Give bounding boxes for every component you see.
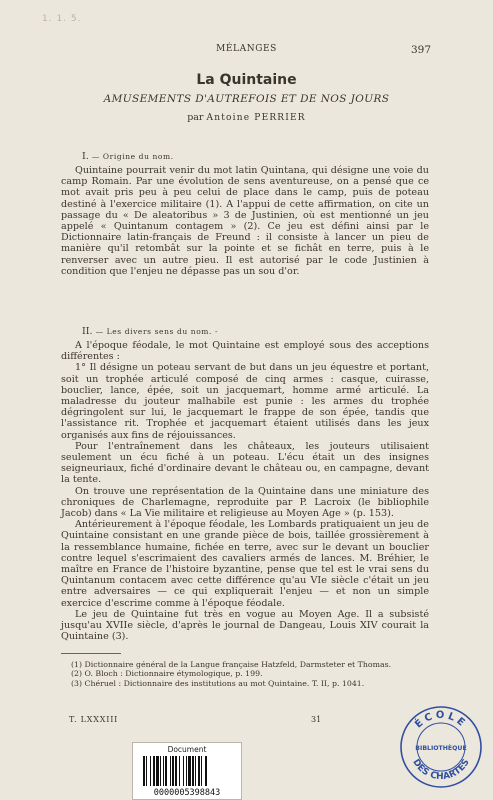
barcode-bar — [205, 756, 207, 786]
section-body-2 — [61, 340, 429, 642]
section-heading-2 — [82, 326, 218, 337]
paragraph: A l'époque féodale, le mot Quintaine est employé sous des acceptions différentes : — [61, 340, 429, 363]
barcode-bar — [143, 756, 145, 786]
paragraph: On trouve une représentation de la Quintaine dans une miniature des chroniques de Charlemagne, reproduite par P. Lacroix (le bibliophile Jacob) dans « La Vie militaire et religieuse au Moyen Age » (p. 153). — [61, 485, 429, 520]
pencil-mark: 1. 1. 5. — [42, 14, 82, 24]
barcode-bar — [195, 756, 196, 786]
section-title: — Les divers sens du nom. - — [95, 327, 219, 336]
barcode-bar — [198, 756, 200, 786]
barcode-bar — [186, 756, 187, 786]
running-head-section: MÉLANGES — [216, 44, 277, 54]
barcode-bar — [179, 756, 180, 786]
barcode-bar — [165, 756, 167, 786]
barcode-bar — [153, 756, 155, 786]
article-author — [0, 112, 493, 123]
barcode-bars — [143, 756, 231, 786]
barcode-caption: Document — [167, 745, 207, 754]
footnote: (1) Dictionnaire général de la Langue française Hatzfeld, Darmsteter et Thomas. — [71, 660, 392, 669]
paragraph: 1° Il désigne un poteau servant de but dans un jeu équestre et portant, soit un trophée articulé composé de cinq armes : casque, cuirasse, bouclier, lance, épée, soit un jacquemart, homme armé articulé. La maladresse du jouteur malhabile est punie : les armes du trophée dégringolent sur lui, le jacquemart le frappe de son épée, tandis que l'assistance rit. Trophée et jacquemart étaient utilisés dans les jeux organisés aux fins de réjouissances. — [61, 362, 429, 441]
paragraph: Le jeu de Quintaine fut très en vogue au Moyen Age. Il a subsisté jusqu'au XVIIe siècle, d'après le journal de Dangeau, Louis XIV courait la Quintaine (3). — [61, 608, 429, 643]
stamp-bottom-text: DES CHARTES — [410, 757, 472, 783]
article-subtitle: AMUSEMENTS D'AUTREFOIS ET DE NOS JOURS — [103, 93, 390, 105]
section-title: — Origine du nom. — [91, 152, 174, 161]
barcode-bar — [160, 756, 161, 786]
page-number: 397 — [410, 44, 431, 56]
paragraph: Pour l'entraînement dans les châteaux, les jouteurs utilisaient seulement un écu fiché à un poteau. L'écu était un des insignes seigneuriaux, fiché d'ordinaire devant le château ou, en campagne, devant la tente. — [61, 440, 429, 486]
barcode-bar — [150, 756, 151, 786]
barcode-bar — [188, 756, 191, 786]
section-number: II. — [82, 326, 93, 337]
library-stamp — [398, 704, 484, 790]
footnote: (3) Chéruel : Dictionnaire des institutions au mot Quintaine. T. II, p. 1041. — [71, 678, 365, 688]
footnotes — [61, 660, 429, 688]
printer-signature: T. LXXXIII — [69, 715, 119, 724]
article-title: La Quintaine — [196, 72, 297, 88]
section-body-1 — [61, 165, 429, 277]
barcode-bar — [163, 756, 164, 786]
author-name: Antoine PERRIER — [206, 113, 306, 123]
section-number: I. — [82, 151, 89, 162]
barcode-number: 0000005398843 — [153, 788, 221, 798]
barcode-bar — [201, 756, 202, 786]
barcode-bar — [146, 756, 147, 786]
footnote-divider — [61, 653, 121, 654]
stamp-top-text: ÉCOLE — [413, 709, 469, 731]
barcode-bar — [183, 756, 184, 786]
barcode-bar — [192, 756, 194, 786]
barcode-bar — [170, 756, 171, 786]
paragraph: Antérieurement à l'époque féodale, les Lombards pratiquaient un jeu de Quintaine consistant en une grande pièce de bois, taillée grossièrement à la ressemblance humaine, fichée en terre, avec sur le devant un bouclier contre lequel s'escrimaient des cavaliers armés de lances. M. Bréhier, le maître en France de l'histoire byzantine, pense que tel est le vrai sens du Quintanum contacem avec cette différence qu'au VIe siècle c'était un jeu entre adversaires — ce qui expliquerait l'enjeu — et non un simple exercice d'escrime comme à l'époque féodale. — [61, 519, 429, 609]
paragraph: Quintaine pourrait venir du mot latin Quintana, qui désigne une voie du camp Romain. Par une évolution de sens aventureuse, on a pensé que ce mot avait pris peu à peu celui de place dans le camp, puis de poteau destiné à l'exercice militaire (1). A l'appui de cette affirmation, on cite un passage du « De aleatoribus » 3 de Justinien, où est mentionné un jeu appelé « Quintanum contagem » (2). Ce jeu est défini ainsi par le Dictionnaire latin-français de Freund : il consiste à lancer un pieu de manière qu'il retombât sur la pointe et se fichât en terre, puis à le renverser avec un autre pieu. Il est autorisé par le code Justinien à condition que l'enjeu ne dépasse pas un sou d'or. — [61, 165, 429, 277]
signature-number: 31 — [311, 715, 322, 724]
author-prefix: par — [187, 112, 204, 123]
barcode-bar — [172, 756, 174, 786]
stamp-center-text: BIBLIOTHÈQUE — [415, 745, 467, 752]
footnote: (2) O. Bloch : Dictionnaire étymologique, p. 199. — [71, 669, 263, 679]
section-heading-1 — [82, 151, 174, 162]
barcode-label — [132, 742, 242, 800]
barcode-bar — [175, 756, 177, 786]
barcode-bar — [156, 756, 159, 786]
running-head — [0, 44, 493, 58]
